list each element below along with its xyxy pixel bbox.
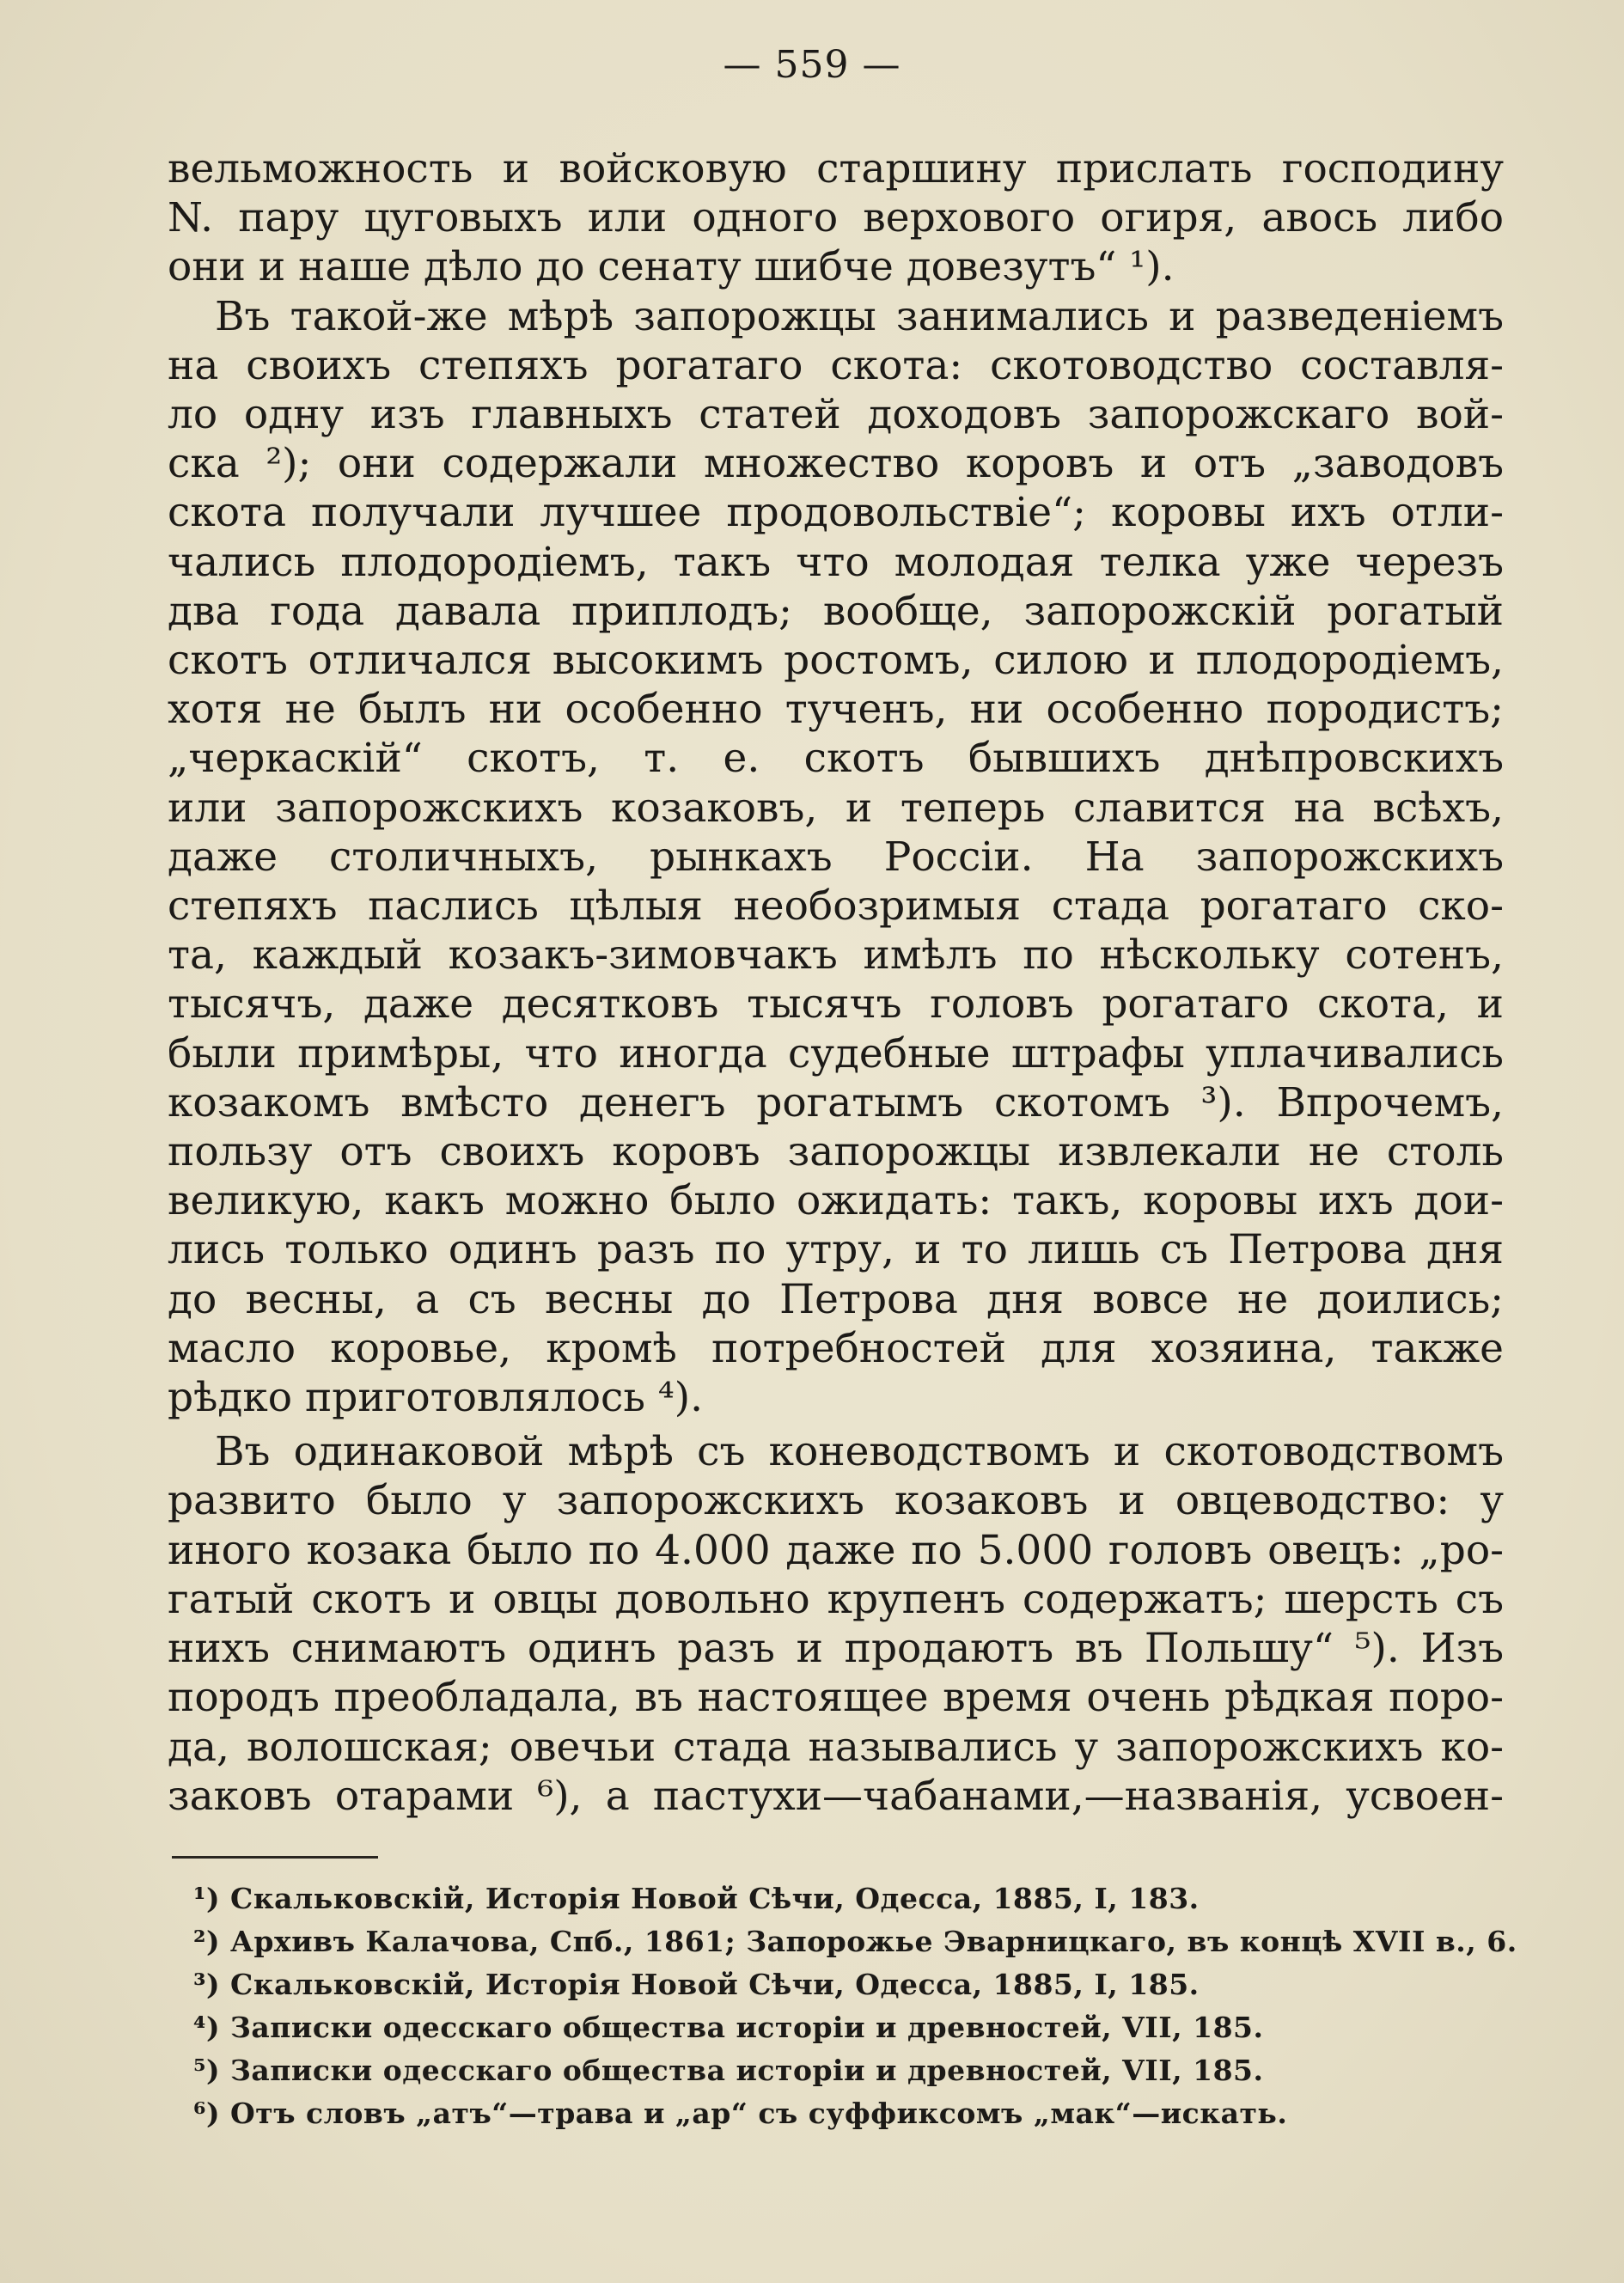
text-line: хотя не былъ ни особенно тученъ, ни особенно породистъ; xyxy=(168,686,1504,734)
text-line: скотъ отличался высокимъ ростомъ, силою и плодородiемъ, xyxy=(168,637,1504,685)
text-line: на своихъ степяхъ рогатаго скота: скотоводство составля- xyxy=(168,341,1504,389)
text-line: или запорожскихъ козаковъ, и теперь славится на всѣхъ, xyxy=(168,784,1504,832)
paragraph xyxy=(168,1427,1504,1821)
text-line: степяхъ паслись цѣлыя необозримыя стада рогатаго ско- xyxy=(168,882,1504,931)
text-line: великую, какъ можно было ожидать: такъ, коровы ихъ дои- xyxy=(168,1177,1504,1225)
text-line: даже столичныхъ, рынкахъ Россiи. На запорожскихъ xyxy=(168,833,1504,881)
text-line: скота получали лучшее продовольствiе“; коровы ихъ отли- xyxy=(168,489,1504,537)
text-line: пользу отъ своихъ коровъ запорожцы извлекали не столь xyxy=(168,1128,1504,1176)
text-line: чались плодородiемъ, такъ что молодая телка уже черезъ xyxy=(168,538,1504,586)
text-line: рѣдко приготовлялось ⁴). xyxy=(168,1374,704,1422)
text-line: нихъ снимаютъ одинъ разъ и продаютъ въ Польшу“ ⁵). Изъ xyxy=(168,1625,1504,1673)
text-line: N. пару цуговыхъ или одного верхового огиря, авось либо xyxy=(168,194,1504,242)
text-line: гатый скотъ и овцы довольно крупенъ содержатъ; шерсть съ xyxy=(168,1575,1504,1623)
text-line: два года давала приплодъ; вообще, запорожскiй рогатый xyxy=(168,587,1504,635)
footnote-divider xyxy=(172,1856,378,1859)
footnote: ⁴) Записки одесскаго общества исторiи и древностей, VII, 185. xyxy=(193,2011,1264,2044)
footnote: ¹) Скальковскiй, Исторiя Новой Сѣчи, Одесса, 1885, I, 183. xyxy=(193,1882,1200,1915)
text-line: ска ²); они содержали множество коровъ и отъ „заводовъ xyxy=(168,440,1504,488)
footnote: ³) Скальковскiй, Исторiя Новой Сѣчи, Одесса, 1885, I, 185. xyxy=(193,1968,1200,2001)
body-text xyxy=(168,144,1504,1821)
text-line: вельможность и войсковую старшину прислать господину xyxy=(168,145,1504,192)
text-line: ло одну изъ главныхъ статей доходовъ запорожскаго вой- xyxy=(168,391,1504,439)
text-line: до весны, а съ весны до Петрова дня вовсе не доились; xyxy=(168,1275,1504,1323)
footnote: ⁵) Записки одесскаго общества исторiи и древностей, VII, 185. xyxy=(193,2054,1264,2087)
footnotes xyxy=(193,1877,1517,2135)
text-line: лись только одинъ разъ по утру, и то лишь съ Петрова дня xyxy=(168,1226,1504,1274)
text-line: да, волошская; овечьи стада назывались у запорожскихъ ко- xyxy=(168,1723,1504,1771)
text-line: тысячъ, даже десятковъ тысячъ головъ рогатаго скота, и xyxy=(168,980,1504,1029)
page-number: — 559 — xyxy=(723,43,901,87)
text-line: развито было у запорожскихъ козаковъ и овцеводство: у xyxy=(168,1477,1504,1525)
text-line: масло коровье, кромѣ потребностей для хозяина, также xyxy=(168,1324,1504,1372)
text-line: были примѣры, что иногда судебные штрафы уплачивались xyxy=(168,1029,1504,1077)
text-line: они и наше дѣло до сенату шибче довезутъ“ ¹). xyxy=(168,243,1175,291)
text-line: Въ одинаковой мѣрѣ съ коневодствомъ и скотоводствомъ xyxy=(215,1428,1504,1476)
text-line: иного козака было по 4.000 даже по 5.000 головъ овецъ: „ро- xyxy=(168,1526,1504,1574)
text-line: породъ преобладала, въ настоящее время очень рѣдкая поро- xyxy=(168,1674,1504,1722)
paragraph xyxy=(168,292,1504,1423)
text-line: Въ такой-же мѣрѣ запорожцы занимались и разведенiемъ xyxy=(215,292,1504,340)
footnote: ⁶) Отъ словъ „атъ“—трава и „ар“ съ суффиксомъ „мак“—искать. xyxy=(193,2097,1288,2130)
text-line: та, каждый козакъ-зимовчакъ имѣлъ по нѣскольку сотенъ, xyxy=(168,931,1504,980)
text-line: „черкаскiй“ скотъ, т. е. скотъ бывшихъ днѣпровскихъ xyxy=(168,735,1504,783)
text-line: заковъ отарами ⁶), а пастухи—чабанами,—названiя, усвоен- xyxy=(168,1772,1504,1820)
paragraph xyxy=(168,144,1504,292)
footnote: ²) Архивъ Калачова, Спб., 1861; Запорожье Эварницкаго, въ концѣ XVII в., 6. xyxy=(193,1925,1517,1958)
text-line: козакомъ вмѣсто денегъ рогатымъ скотомъ ³). Впрочемъ, xyxy=(168,1078,1504,1126)
